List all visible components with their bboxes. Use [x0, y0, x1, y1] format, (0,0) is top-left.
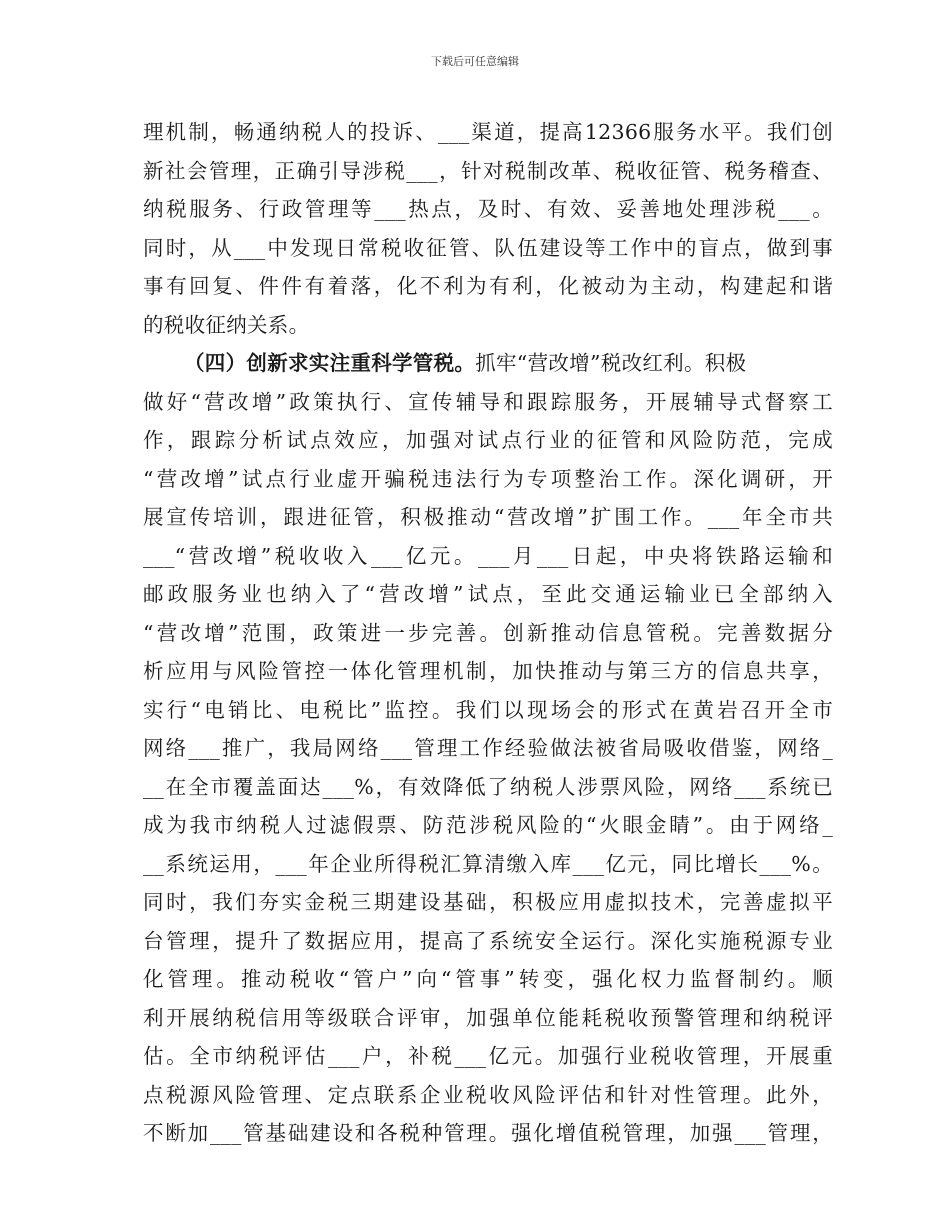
text-line: 估。全市纳税评估___户，补税___亿元。加强行业税收管理，开展重 [143, 1044, 833, 1068]
text-line: 理机制，畅通纳税人的投诉、___渠道，提高12366服务水平。我们创 [143, 120, 833, 144]
text-line: 台管理，提升了数据应用，提高了系统安全运行。深化实施税源专业 [143, 928, 833, 953]
text-line: 成为我市纳税人过滤假票、防范涉税风险的“火眼金睛”。由于网络_ [143, 813, 833, 837]
text-line: 实行“电销比、电税比”监控。我们以现场会的形式在黄岩召开全市 [143, 697, 833, 722]
text-line: 展宣传培训，跟进征管，积极推动“营改增”扩围工作。___年全市共 [143, 505, 833, 529]
section-heading: （四）创新求实注重科学管税。 [184, 351, 476, 375]
text-line: __在全市覆盖面达___%，有效降低了纳税人涉票风险，网络___系统已 [143, 774, 833, 799]
text-line: 做好“营改增”政策执行、宣传辅导和跟踪服务，开展辅导式督察工 [143, 389, 833, 414]
text-line: 不断加___管基础建设和各税种管理。强化增值税管理，加强___管理， [143, 1121, 833, 1145]
text-line: 事有回复、件件有着落，化不利为有利，化被动为主动，构建起和谐 [143, 274, 833, 298]
text-line: 利开展纳税信用等级联合评审，加强单位能耗税收预警管理和纳税评 [143, 1005, 833, 1030]
text-line: 作，跟踪分析试点效应，加强对试点行业的征管和风险防范，完成 [143, 428, 833, 452]
text-line: 邮政服务业也纳入了“营改增”试点，至此交通运输业已全部纳入 [143, 582, 833, 606]
text-line: 纳税服务、行政管理等___热点，及时、有效、妥善地处理涉税___。 [143, 197, 833, 221]
text-line: 析应用与风险管控一体化管理机制，加快推动与第三方的信息共享， [143, 659, 833, 683]
text-line: “营改增”试点行业虚开骗税违法行为专项整治工作。深化调研，开 [143, 466, 833, 491]
text-line: 网络___推广，我局网络___管理工作经验做法被省局吸收借鉴，网络_ [143, 736, 833, 760]
text-line: ___“营改增”税收收入___亿元。___月___日起，中央将铁路运输和 [143, 543, 833, 568]
text-line: __系统运用，___年企业所得税汇算清缴入库___亿元，同比增长___%。 [143, 851, 833, 876]
text-line-tail: 抓牢“营改增”税改红利。积极 [475, 351, 747, 375]
section-heading-line [143, 344, 833, 383]
text-line: 同时，我们夯实金税三期建设基础，积极应用虚拟技术，完善虚拟平 [143, 890, 833, 914]
text-line: “营改增”范围，政策进一步完善。创新推动信息管税。完善数据分 [143, 620, 833, 645]
text-line: 的税收征纳关系。 [143, 312, 310, 337]
body-text [143, 113, 833, 1153]
text-line: 新社会管理，正确引导涉税___，针对税制改革、税收征管、税务稽查、 [143, 158, 833, 183]
text-line: 点税源风险管理、定点联系企业税收风险评估和针对性管理。此外， [143, 1082, 833, 1107]
text-line: 同时，从___中发现日常税收征管、队伍建设等工作中的盲点，做到事 [143, 235, 833, 260]
text-line: 化管理。推动税收“管户”向“管事”转变，强化权力监督制约。顺 [143, 967, 833, 991]
page-header: 下载后可任意编辑 [431, 55, 519, 68]
